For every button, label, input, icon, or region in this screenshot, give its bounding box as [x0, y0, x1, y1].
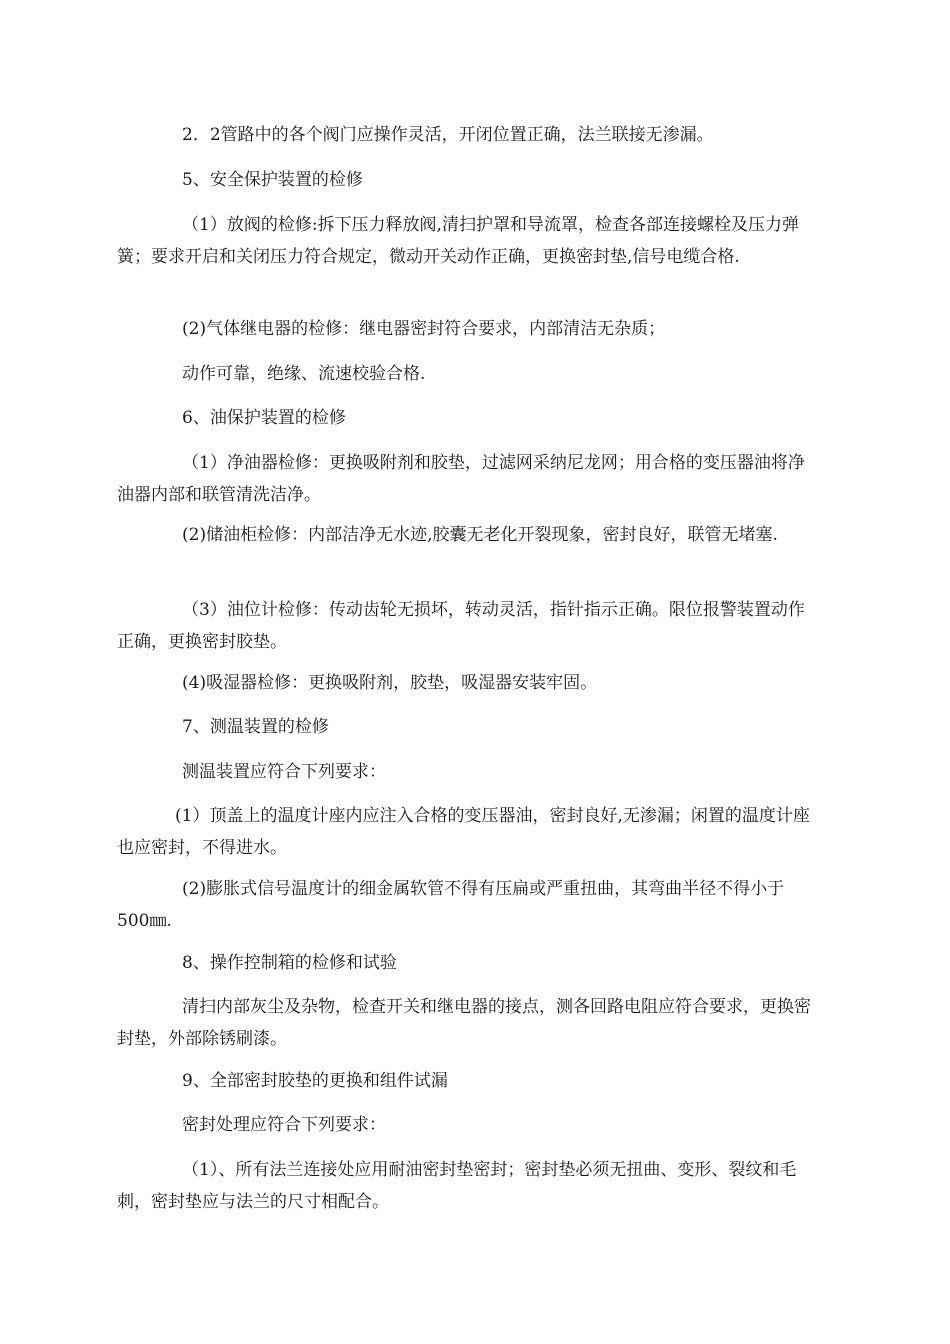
paragraph-breather: (4)吸湿器检修：更换吸附剂，胶垫，吸湿器安装牢固。 [182, 673, 598, 693]
paragraph-flange-gaskets: （1）、所有法兰连接处应用耐油密封垫密封；密封垫必须无扭曲、变形、裂纹和毛刺，密封垫应与法兰的尺寸相配合。 [117, 1160, 797, 1212]
heading-8-control-box: 8、操作控制箱的检修和试验 [182, 953, 397, 973]
heading-7-temperature: 7、测温装置的检修 [182, 717, 329, 737]
heading-6-oil-protection: 6、油保护装置的检修 [182, 408, 346, 428]
paragraph-gas-relay-cont: 动作可靠，绝缘、流速校验合格. [182, 364, 426, 384]
heading-9-gaskets: 9、全部密封胶垫的更换和组件试漏 [182, 1071, 448, 1091]
paragraph-control-box: 清扫内部灰尘及杂物，检查开关和继电器的接点，测各回路电阻应符合要求，更换密封垫，外部除锈刷漆。 [117, 997, 811, 1049]
paragraph-2-2-valves: 2．2管路中的各个阀门应操作灵活，开闭位置正确，法兰联接无渗漏。 [182, 125, 714, 145]
paragraph-conservator: (2)储油柜检修：内部洁净无水迹,胶囊无老化开裂现象，密封良好，联管无堵塞. [182, 525, 778, 545]
paragraph-thermometer-seat: (1）顶盖上的温度计座内应注入合格的变压器油，密封良好,无渗漏；闲置的温度计座也应密封，不得进水。 [117, 806, 810, 858]
paragraph-gas-relay: (2)气体继电器的检修：继电器密封符合要求，内部清洁无杂质； [182, 319, 666, 339]
paragraph-temperature-intro: 测温装置应符合下列要求： [182, 762, 386, 782]
heading-5-safety-protection: 5、安全保护装置的检修 [182, 170, 363, 190]
paragraph-oil-purifier: （1）净油器检修：更换吸附剂和胶垫，过滤网采纳尼龙网；用合格的变压器油将净油器内部和联管清洗洁净。 [117, 453, 805, 505]
paragraph-pressure-relief-valve: （1）放阀的检修:拆下压力释放阀,清扫护罩和导流罩，检查各部连接螺栓及压力弹簧；要求开启和关闭压力符合规定，微动开关动作正确，更换密封垫,信号电缆合格. [117, 215, 799, 267]
paragraph-sealing-intro: 密封处理应符合下列要求： [182, 1115, 386, 1135]
paragraph-expansion-thermometer: (2)膨胀式信号温度计的细金属软管不得有压扁或严重扭曲，其弯曲半径不得小于500㎜. [117, 879, 785, 931]
paragraph-oil-level-gauge: （3）油位计检修：传动齿轮无损坏，转动灵活，指针指示正确。限位报警装置动作正确，更换密封胶垫。 [117, 600, 805, 652]
